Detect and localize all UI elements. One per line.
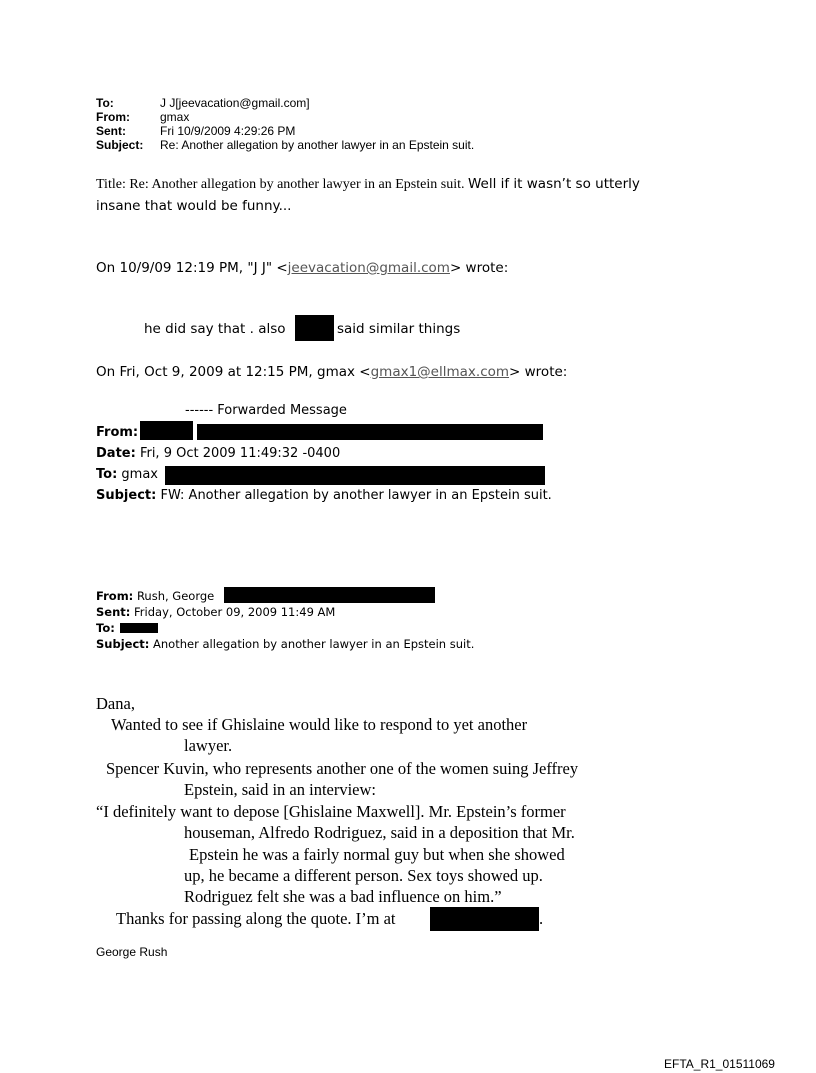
header-sent-value: Fri 10/9/2009 4:29:26 PM [160, 124, 296, 138]
forwarded-date-value: Fri, 9 Oct 2009 11:49:32 -0400 [139, 446, 341, 461]
reply-1-part-2: said similar things [337, 321, 461, 337]
body-line: lawyer. [184, 736, 233, 755]
original-from-label: From: [96, 589, 134, 603]
forwarded-date-label: Date: [96, 446, 136, 461]
body-line: Wanted to see if Ghislaine would like to respond to yet another [111, 715, 528, 734]
body-line: Epstein, said in an interview: [184, 780, 376, 799]
forwarded-subject-value: FW: Another allegation by another lawyer in an Epstein suit. [160, 488, 552, 503]
title-body-text: Well if it wasn’t so utterly [467, 176, 640, 192]
reply-1-part-1: he did say that . also [144, 321, 286, 337]
header-from-value: gmax [160, 110, 190, 124]
quote-line-2 [96, 364, 567, 380]
redaction-block [430, 907, 539, 931]
redaction-block [197, 424, 543, 440]
quote-2-prefix: On Fri, Oct 9, 2009 at 12:15 PM, gmax < [96, 364, 371, 380]
forwarded-subject-label: Subject: [96, 488, 157, 503]
header-sent-label: Sent: [96, 124, 126, 138]
body-line: up, he became a different person. Sex toys showed up. [184, 866, 543, 885]
original-subject-row [96, 637, 474, 651]
quote-2-email-link[interactable]: gmax1@ellmax.com [370, 364, 510, 380]
quote-1-suffix: > wrote: [449, 260, 509, 276]
body-line: Spencer Kuvin, who represents another one of the women suing Jeffrey [106, 759, 579, 778]
forwarded-marker: ------ Forwarded Message [185, 403, 347, 418]
quote-1-email-link[interactable]: jeevacation@gmail.com [287, 260, 450, 276]
body-line: Dana, [96, 694, 135, 713]
redaction-block [295, 315, 334, 341]
original-sent-label: Sent: [96, 605, 131, 619]
redaction-block [140, 421, 193, 440]
body-line: Epstein he was a fairly normal guy but when she showed [189, 845, 565, 864]
quote-1-prefix: On 10/9/09 12:19 PM, "J J" < [96, 260, 288, 276]
redaction-block [224, 587, 435, 603]
body-line: houseman, Alfredo Rodriguez, said in a deposition that Mr. [184, 823, 575, 842]
original-to-label: To: [96, 621, 115, 635]
body-line: Thanks for passing along the quote. I’m at [116, 909, 396, 928]
redaction-block [165, 466, 545, 485]
forwarded-to-label: To: [96, 467, 118, 482]
body-line: Rodriguez felt she was a bad influence on him.” [184, 887, 502, 906]
original-subject-value: Another allegation by another lawyer in an Epstein suit. [153, 637, 475, 651]
body-line-end: . [539, 909, 544, 928]
original-from-value: Rush, George [136, 589, 215, 603]
document-id: EFTA_R1_01511069 [664, 1057, 775, 1071]
signature: George Rush [96, 945, 168, 959]
redaction-block [120, 623, 158, 633]
original-from-row [96, 589, 214, 603]
forwarded-from-label: From: [96, 425, 139, 440]
title-line [96, 176, 640, 193]
original-subject-label: Subject: [96, 637, 150, 651]
forwarded-to-row [96, 467, 158, 482]
quote-line-1 [96, 260, 508, 276]
forwarded-date-row [96, 446, 340, 461]
forwarded-subject-row [96, 488, 552, 503]
body-line: “I definitely want to depose [Ghislaine Maxwell]. Mr. Epstein’s former [96, 802, 566, 821]
title-text: Title: Re: Another allegation by another lawyer in an Epstein suit. [96, 177, 465, 192]
original-sent-row [96, 605, 335, 619]
header-from-label: From: [96, 110, 130, 124]
header-subject-label: Subject: [96, 138, 144, 152]
header-to-label: To: [96, 96, 114, 110]
title-body-text-2: insane that would be funny... [96, 198, 292, 214]
forwarded-to-value: gmax [121, 467, 158, 482]
quote-2-suffix: > wrote: [509, 364, 568, 380]
header-to-value: J J[jeevacation@gmail.com] [160, 96, 310, 110]
original-sent-value: Friday, October 09, 2009 11:49 AM [134, 605, 336, 619]
header-subject-value: Re: Another allegation by another lawyer in an Epstein suit. [160, 138, 475, 152]
